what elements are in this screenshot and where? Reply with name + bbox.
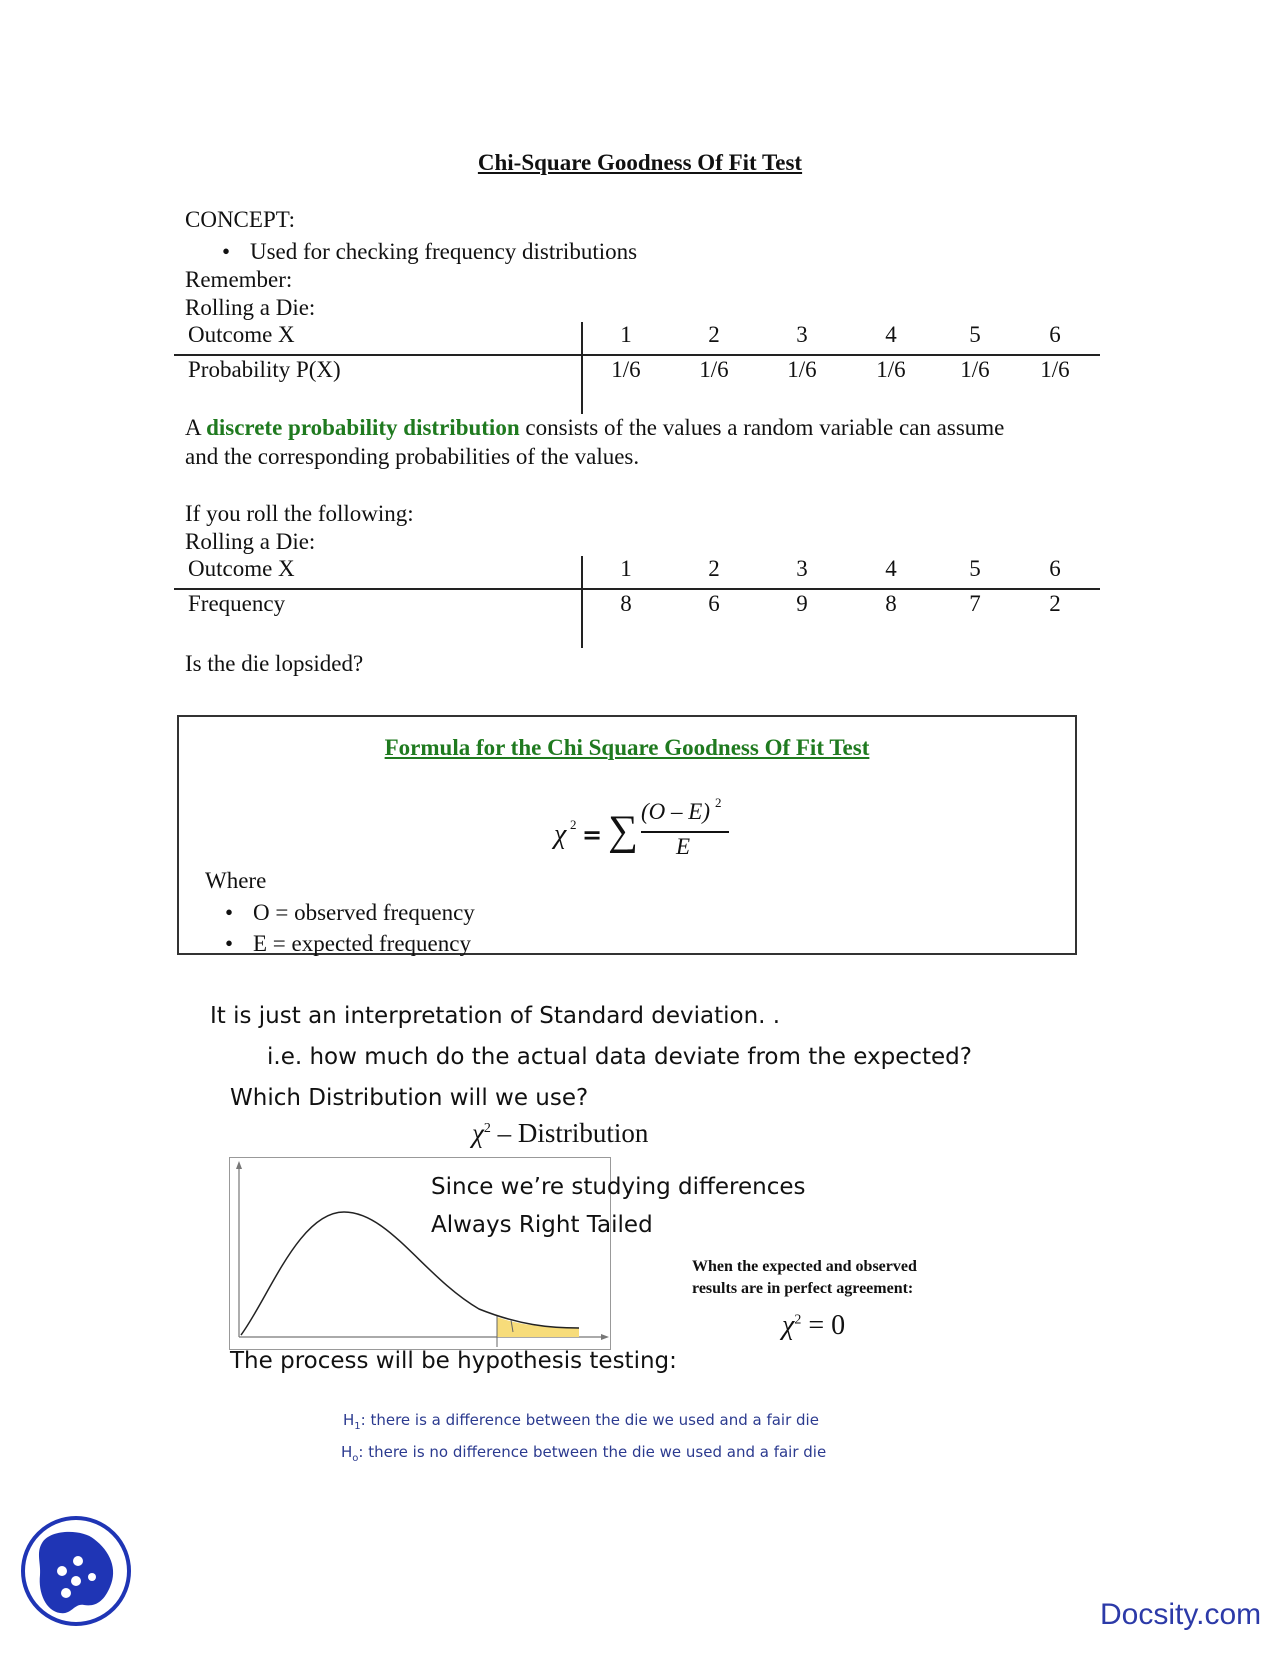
outcome-cell: 5 xyxy=(969,322,981,347)
concept-bullet-item xyxy=(222,238,637,266)
remember-label: Remember: xyxy=(185,267,293,292)
outcome-cell: 2 xyxy=(708,322,720,347)
formula-box-title: Formula for the Chi Square Goodness Of Fit Test xyxy=(384,735,870,760)
h0-subscript: o xyxy=(352,1453,359,1464)
hypothesis-h1 xyxy=(343,1411,819,1432)
outcome-cell: 4 xyxy=(885,322,897,347)
outcome-cell: 3 xyxy=(796,556,808,581)
agreement-note xyxy=(692,1256,917,1300)
rolling-die-label: Rolling a Die: xyxy=(185,295,316,320)
definition-term: discrete probability distribution xyxy=(206,415,520,440)
agreement-formula xyxy=(782,1310,845,1342)
distribution-heading xyxy=(472,1118,648,1149)
outcome-cell: 2 xyxy=(708,556,720,581)
bullet-icon: • xyxy=(225,900,234,925)
where-bullet-item xyxy=(225,930,471,958)
agreement-line-2: results are in perfect agreement: xyxy=(692,1280,914,1297)
if-roll-label: If you roll the following: xyxy=(185,501,414,526)
h1-text: : there is a difference between the die we used and a fair die xyxy=(360,1411,819,1429)
chi-symbol: χ xyxy=(472,1118,484,1148)
equals-sign: = xyxy=(582,821,603,849)
frequency-cell: 8 xyxy=(885,591,897,616)
agreement-rhs: = 0 xyxy=(801,1310,846,1341)
definition-prefix: A xyxy=(185,415,207,440)
definition-paragraph xyxy=(185,414,1105,442)
frequency-cell: 9 xyxy=(796,591,808,616)
slide-line-2: i.e. how much do the actual data deviate from the expected? xyxy=(267,1044,972,1070)
logo-dot xyxy=(57,1566,67,1576)
logo-dot xyxy=(61,1588,71,1598)
definition-line-2: and the corresponding probabilities of the values. xyxy=(185,444,640,469)
where-bullet-text: E = expected frequency xyxy=(253,931,471,956)
concept-label: CONCEPT: xyxy=(185,207,296,232)
hypothesis-h0 xyxy=(341,1443,826,1464)
frequency-cell: 2 xyxy=(1049,591,1061,616)
concept-bullet-text: Used for checking frequency distributions xyxy=(250,239,638,264)
rolling-die-label: Rolling a Die: xyxy=(185,529,316,554)
h1-subscript: 1 xyxy=(354,1421,361,1432)
outcome-cell: 3 xyxy=(796,322,808,347)
frequency-cell: 8 xyxy=(620,591,632,616)
slide-line-1: It is just an interpretation of Standard deviation. . xyxy=(210,1003,781,1029)
agreement-line-1: When the expected and observed xyxy=(692,1258,917,1275)
table-divider xyxy=(174,588,1100,590)
table-header-row xyxy=(174,556,1100,586)
probability-cell: 1/6 xyxy=(1040,357,1070,382)
chi-exponent: 2 xyxy=(483,1121,491,1136)
probability-cell: 1/6 xyxy=(960,357,990,382)
outcome-cell: 5 xyxy=(969,556,981,581)
chi-exponent: 2 xyxy=(570,817,577,832)
probability-cell: 1/6 xyxy=(876,357,906,382)
logo-dot xyxy=(73,1556,83,1566)
where-bullet-item xyxy=(225,899,475,927)
probability-cell: 1/6 xyxy=(787,357,817,382)
logo-dot xyxy=(71,1576,81,1586)
probability-cell: 1/6 xyxy=(699,357,729,382)
frequency-cell: 6 xyxy=(708,591,720,616)
document-title: Chi-Square Goodness Of Fit Test xyxy=(477,150,803,175)
docsity-logo-icon[interactable] xyxy=(20,1515,132,1627)
summation-symbol: ∑ xyxy=(608,808,638,854)
outcome-cell: 6 xyxy=(1049,322,1061,347)
numerator-exponent: 2 xyxy=(715,795,722,810)
bullet-icon: • xyxy=(222,239,231,264)
note-right-tailed: Always Right Tailed xyxy=(431,1212,653,1238)
docsity-watermark-link[interactable]: Docsity.com xyxy=(1100,1598,1262,1631)
probability-row-label: Probability P(X) xyxy=(188,357,341,382)
h0-label: H xyxy=(341,1443,353,1461)
table-divider xyxy=(174,354,1100,356)
chi-symbol: χ xyxy=(554,819,567,850)
outcome-cell: 1 xyxy=(620,322,632,347)
fraction-bar xyxy=(641,831,729,833)
logo-dot xyxy=(88,1573,96,1581)
formula-numerator: (O – E) xyxy=(641,799,710,824)
outcome-cell: 1 xyxy=(620,556,632,581)
frequency-row-label: Frequency xyxy=(188,591,286,616)
question-text: Is the die lopsided? xyxy=(185,651,364,676)
bullet-icon: • xyxy=(225,931,234,956)
outcome-cell: 4 xyxy=(885,556,897,581)
h0-text: : there is no difference between the die we used and a fair die xyxy=(358,1443,827,1461)
frequency-cell: 7 xyxy=(969,591,981,616)
outcome-header: Outcome X xyxy=(188,322,295,347)
table-row xyxy=(174,357,1100,387)
table-header-row xyxy=(174,322,1100,352)
definition-suffix: consists of the values a random variable can assume xyxy=(519,415,1005,440)
formula-box xyxy=(177,715,1077,955)
note-differences: Since we’re studying differences xyxy=(431,1174,806,1200)
process-text: The process will be hypothesis testing: xyxy=(230,1348,677,1374)
probability-cell: 1/6 xyxy=(611,357,641,382)
table-row xyxy=(174,591,1100,621)
formula-denominator: E xyxy=(676,834,691,859)
distribution-label: – Distribution xyxy=(490,1118,649,1148)
chi-symbol: χ xyxy=(782,1310,795,1341)
outcome-header: Outcome X xyxy=(188,556,295,581)
chi-exponent: 2 xyxy=(794,1312,802,1328)
h1-label: H xyxy=(343,1411,355,1429)
outcome-cell: 6 xyxy=(1049,556,1061,581)
chi-square-formula xyxy=(554,795,784,869)
where-label: Where xyxy=(205,868,267,893)
slide-line-3: Which Distribution will we use? xyxy=(230,1085,589,1111)
where-bullet-text: O = observed frequency xyxy=(253,900,475,925)
